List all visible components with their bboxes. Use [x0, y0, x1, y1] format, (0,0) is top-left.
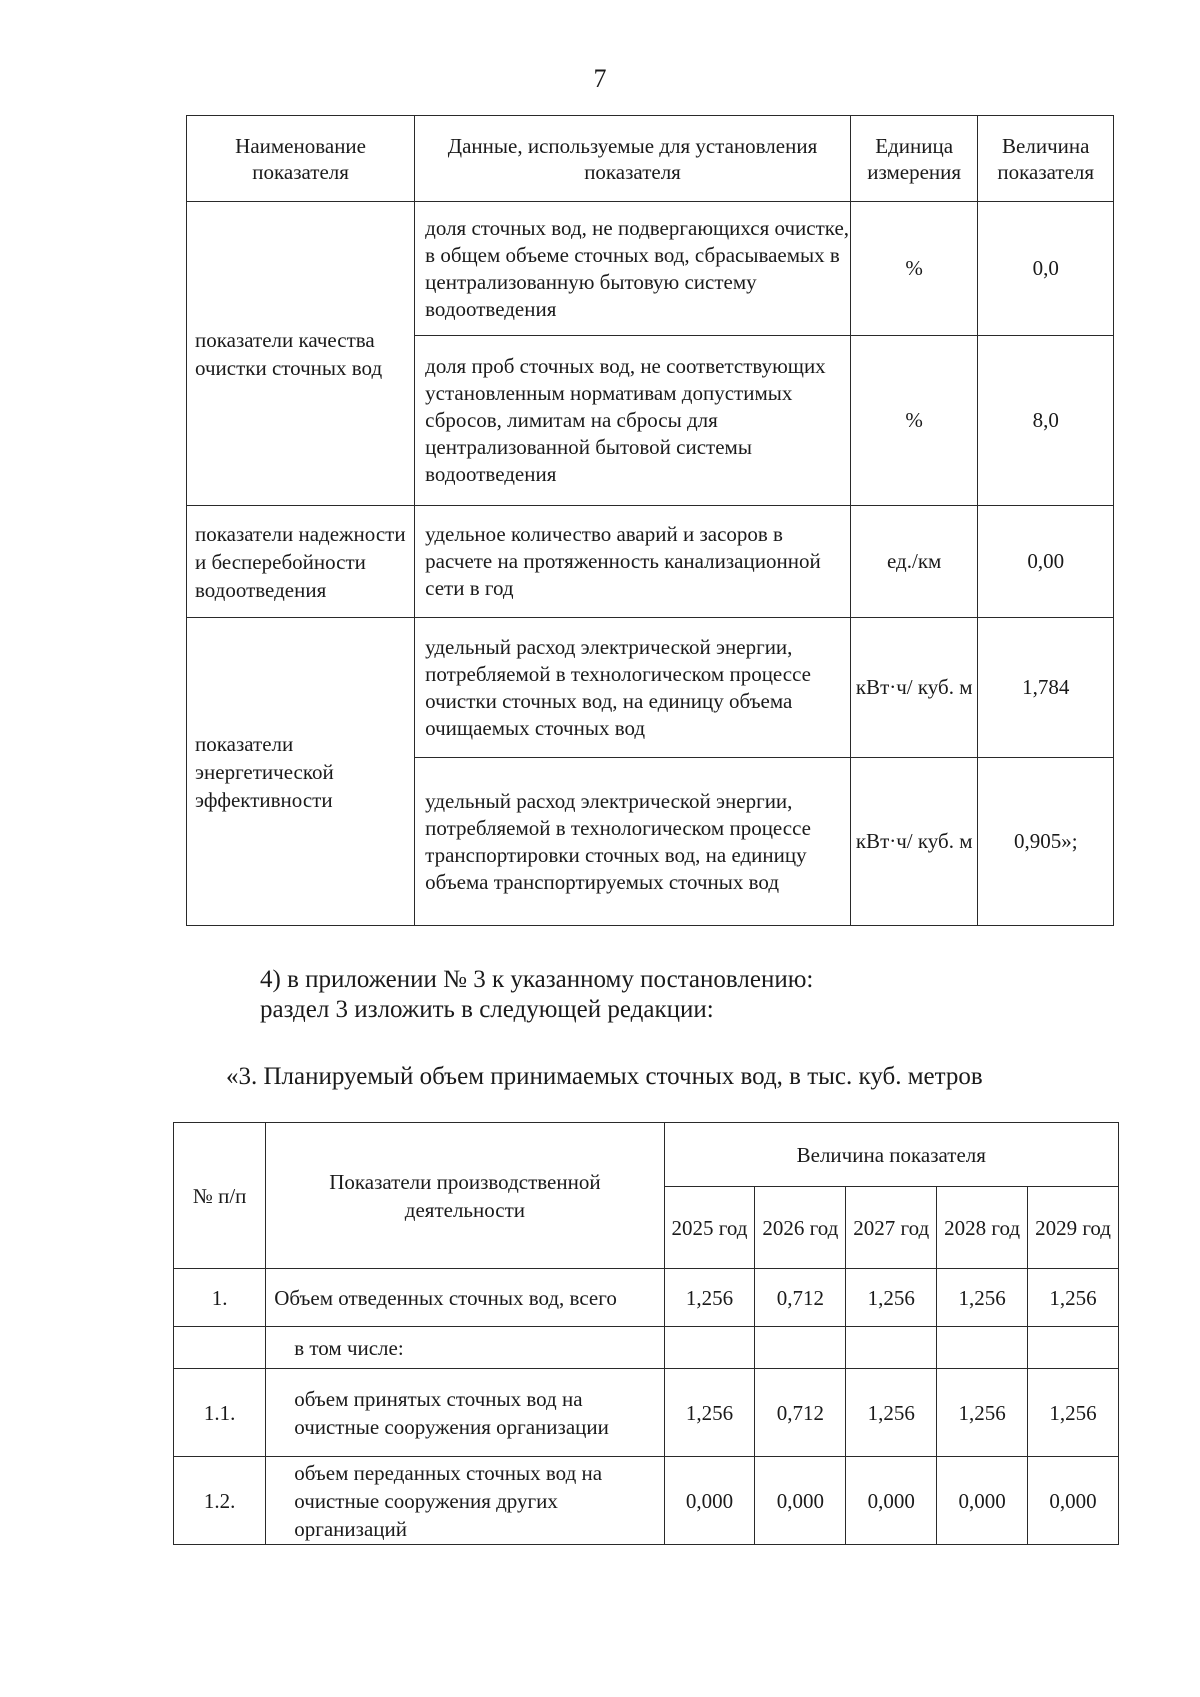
desc-cell: удельное количество аварий и засоров в расчете на протяженность канализационной сети в год — [415, 506, 851, 618]
header-indicator: Показатели производственной деятельности — [266, 1123, 664, 1269]
unit-cell: % — [850, 336, 978, 506]
row-value: 1,256 — [664, 1269, 755, 1327]
header-value: Величина показателя — [978, 116, 1114, 202]
value-cell: 0,0 — [978, 202, 1114, 336]
value-cell: 0,00 — [978, 506, 1114, 618]
row-value: 0,000 — [846, 1457, 937, 1545]
header-num: № п/п — [174, 1123, 266, 1269]
row-value: 1,256 — [1028, 1369, 1119, 1457]
header-value-group: Величина показателя — [664, 1123, 1118, 1187]
row-value: 1,256 — [937, 1269, 1028, 1327]
table-row — [187, 202, 1114, 336]
row-value: 1,256 — [664, 1369, 755, 1457]
page-number: 7 — [593, 64, 607, 93]
row-value — [1028, 1327, 1119, 1369]
row-num — [174, 1327, 266, 1369]
table-row — [174, 1369, 1119, 1457]
row-num: 1.1. — [174, 1369, 266, 1457]
indicators-table — [186, 115, 1114, 926]
desc-cell: удельный расход электрической энергии, потребляемой в технологическом процессе транспортировки сточных вод, на единицу объема транспортируемых сточных вод — [415, 758, 851, 926]
value-cell: 1,784 — [978, 618, 1114, 758]
desc-cell: доля проб сточных вод, не соответствующих установленным нормативам допустимых сбросов, лимитам на сбросы для централизованной бытовой системы водоотведения — [415, 336, 851, 506]
desc-cell: удельный расход электрической энергии, потребляемой в технологическом процессе очистки сточных вод, на единицу объема очищаемых сточных вод — [415, 618, 851, 758]
row-value: 1,256 — [846, 1269, 937, 1327]
header-year: 2029 год — [1028, 1187, 1119, 1269]
value-cell: 8,0 — [978, 336, 1114, 506]
row-value — [937, 1327, 1028, 1369]
header-data: Данные, используемые для установления показателя — [415, 116, 851, 202]
category-cell: показатели надежности и бесперебойности водоотведения — [187, 506, 415, 618]
table-header-row — [174, 1123, 1119, 1187]
row-value: 0,000 — [937, 1457, 1028, 1545]
row-value: 0,000 — [1028, 1457, 1119, 1545]
row-value — [664, 1327, 755, 1369]
category-cell: показатели качества очистки сточных вод — [187, 202, 415, 506]
table-row — [174, 1269, 1119, 1327]
row-value: 0,712 — [755, 1269, 846, 1327]
row-label: в том числе: — [266, 1327, 664, 1369]
desc-cell: доля сточных вод, не подвергающихся очистке, в общем объеме сточных вод, сбрасываемых в централизованную бытовую систему водоотведения — [415, 202, 851, 336]
unit-cell: кВт·ч/ куб. м — [850, 618, 978, 758]
section-heading: «3. Планируемый объем принимаемых сточных вод, в тыс. куб. метров — [226, 1063, 983, 1090]
row-num: 1.2. — [174, 1457, 266, 1545]
header-year: 2026 год — [755, 1187, 846, 1269]
row-value: 0,000 — [755, 1457, 846, 1545]
table-header-row — [187, 116, 1114, 202]
paragraph-appendix: 4) в приложении № 3 к указанному постановлению: — [260, 966, 814, 993]
row-value — [846, 1327, 937, 1369]
row-value: 0,000 — [664, 1457, 755, 1545]
header-year: 2027 год — [846, 1187, 937, 1269]
table-row — [174, 1327, 1119, 1369]
table-row — [187, 618, 1114, 758]
volume-table — [173, 1122, 1119, 1545]
unit-cell: кВт·ч/ куб. м — [850, 758, 978, 926]
category-cell: показатели энергетической эффективности — [187, 618, 415, 926]
row-num: 1. — [174, 1269, 266, 1327]
value-cell: 0,905»; — [978, 758, 1114, 926]
paragraph-section: раздел 3 изложить в следующей редакции: — [260, 996, 714, 1023]
row-label: объем переданных сточных вод на очистные сооружения других организаций — [266, 1457, 664, 1545]
row-value: 1,256 — [937, 1369, 1028, 1457]
row-label: объем принятых сточных вод на очистные сооружения организации — [266, 1369, 664, 1457]
row-value: 1,256 — [1028, 1269, 1119, 1327]
header-unit: Единица измерения — [850, 116, 978, 202]
table-row — [187, 506, 1114, 618]
unit-cell: ед./км — [850, 506, 978, 618]
header-year: 2025 год — [664, 1187, 755, 1269]
row-value: 0,712 — [755, 1369, 846, 1457]
row-value: 1,256 — [846, 1369, 937, 1457]
unit-cell: % — [850, 202, 978, 336]
row-label: Объем отведенных сточных вод, всего — [266, 1269, 664, 1327]
header-year: 2028 год — [937, 1187, 1028, 1269]
header-name: Наименование показателя — [187, 116, 415, 202]
row-value — [755, 1327, 846, 1369]
table-row — [174, 1457, 1119, 1545]
